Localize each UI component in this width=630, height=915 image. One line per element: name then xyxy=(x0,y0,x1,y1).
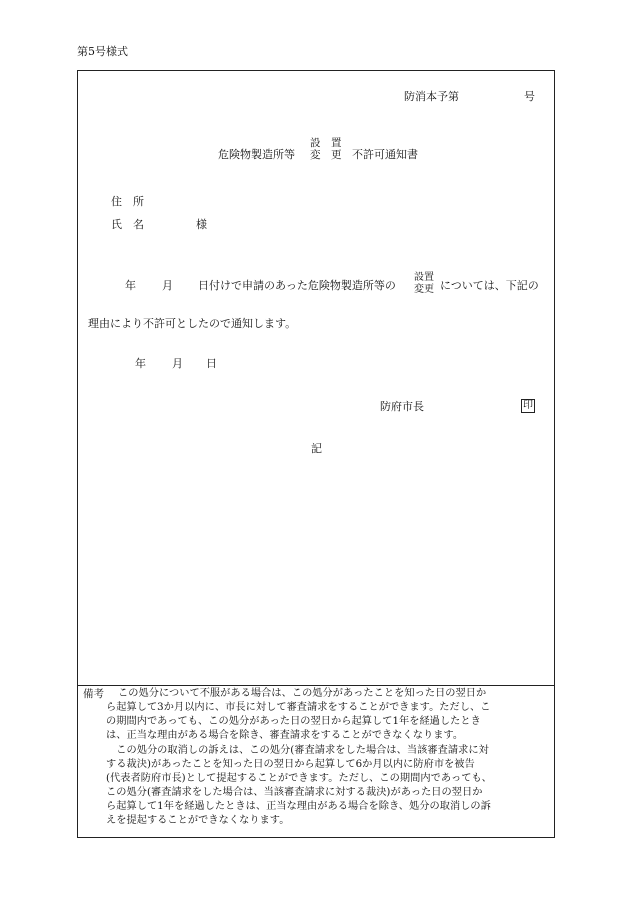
note-line: この処分について不服がある場合は、この処分があったことを知った日の翌日か xyxy=(118,688,487,699)
body-options xyxy=(414,272,434,295)
body-date-year: 年 xyxy=(125,279,136,292)
note-line: この処分(審査請求をした場合は、当該審査請求に対する裁決)があった日の翌日か xyxy=(106,787,483,798)
ki-label: 記 xyxy=(311,442,322,455)
honorific: 様 xyxy=(196,218,207,231)
body-option-install: 設置 xyxy=(414,272,434,283)
note-line: の期間内であっても、この処分があった日の翌日から起算して1年を経過したとき xyxy=(106,716,481,727)
form-number: 第5号様式 xyxy=(77,45,128,58)
note-line: この処分の取消しの訴えは、この処分(審査請求をした場合は、当該審査請求に対 xyxy=(106,745,489,756)
issue-date-month: 月 xyxy=(172,357,183,370)
title-option-change: 変 更 xyxy=(310,149,342,162)
body-date-month: 月 xyxy=(162,279,173,292)
name-label: 氏 名 xyxy=(111,218,144,231)
body-line1-tail: については、下記の xyxy=(440,279,539,292)
note-line: ら起算して1年を経過したときは、正当な理由がある場合を除き、処分の取消しの訴 xyxy=(106,801,491,812)
document-number-prefix: 防消本予第 xyxy=(404,90,459,103)
note-line: ら起算して3か月以内に、市長に対して審査請求をすることができます。ただし、こ xyxy=(106,702,491,713)
body-option-change: 変更 xyxy=(414,283,434,295)
note-line: は、正当な理由がある場合を除き、審査請求をすることができなくなります。 xyxy=(106,730,464,741)
issue-date-day: 日 xyxy=(206,357,217,370)
address-label: 住 所 xyxy=(111,195,144,208)
body-line2: 理由により不許可としたので通知します。 xyxy=(88,317,297,330)
notes-label: 備考 xyxy=(83,688,104,700)
issue-date-year: 年 xyxy=(135,357,146,370)
title-tail: 不許可通知書 xyxy=(352,148,418,161)
notes-divider xyxy=(78,685,554,686)
seal-mark: 印 xyxy=(523,400,533,411)
body-line1-middle: 日付けで申請のあった危険物製造所等の xyxy=(198,279,396,292)
document-number-suffix: 号 xyxy=(524,90,535,103)
note-line: えを提起することができなくなります。 xyxy=(106,815,290,826)
form-frame xyxy=(77,70,555,838)
note-line: (代表者防府市長)として提起することができます。ただし、この期間内であっても、 xyxy=(106,773,492,784)
note-line: する裁決)があったことを知った日の翌日から起算して6か月以内に防府市を被告 xyxy=(106,759,475,770)
title-options xyxy=(310,137,342,161)
issuer-title: 防府市長 xyxy=(380,400,424,413)
title-subject: 危険物製造所等 xyxy=(218,148,295,161)
title-option-install: 設 置 xyxy=(310,137,342,149)
